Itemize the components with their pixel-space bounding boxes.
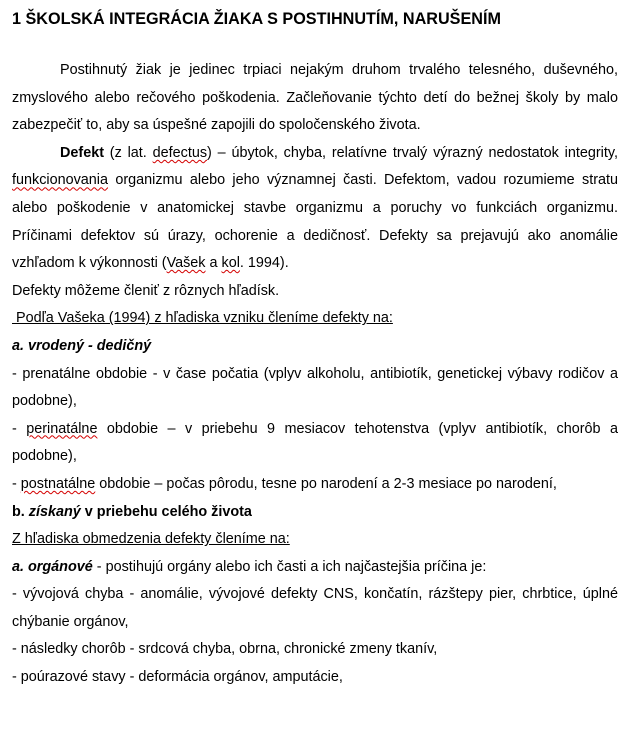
- text-run: a: [205, 255, 222, 272]
- organ-title: a. orgánové: [12, 558, 93, 575]
- category-a-title: a. vrodený - dedičný: [12, 337, 152, 354]
- organ-rest: - postihujú orgány alebo ich časti a ich najčastejšia príčina je:: [92, 558, 487, 575]
- document-body: [12, 57, 618, 692]
- category-b-title: [12, 499, 618, 527]
- text-run: -: [12, 420, 27, 437]
- text-run: obdobie – v priebehu 9 mesiacov tehotenstva (vplyv antibiotík, chorôb a podobne),: [12, 420, 618, 465]
- list-item-postnatal: [12, 471, 618, 499]
- intro-paragraph: Postihnutý žiak je jedinec trpiaci nejakým druhom trvalého telesného, duševného, zmyslového alebo rečového poškodenia. Začleňovanie týchto detí do bežnej školy by malo zabezpečiť to, aby sa úspešné zapojili do spoločenského života.: [12, 62, 618, 134]
- category-b-italic: získaný: [28, 503, 81, 520]
- misspelled-word: funkcionovania: [12, 172, 109, 189]
- misspelled-word: postnatálne: [20, 475, 96, 492]
- classification-intro: Defekty môžeme členiť z rôznych hľadísk.: [12, 282, 280, 299]
- list-item: - vývojová chyba - anomálie, vývojové defekty CNS, končatín, rázštepy pier, chrbtice, úplné chýbanie orgánov,: [12, 586, 618, 630]
- citation-author: Vašek: [166, 255, 206, 272]
- list-item: - poúrazové stavy - deformácia orgánov, amputácie,: [12, 669, 343, 686]
- text-run: -: [12, 475, 21, 492]
- citation-kol: kol: [221, 255, 240, 272]
- category-b-rest: v priebehu celého života: [80, 503, 252, 520]
- origin-subheading-text: Podľa Vašeka (1994) z hľadiska vzniku členíme defekty na:: [12, 310, 393, 327]
- latin-term: defectus: [152, 144, 208, 161]
- text-run: obdobie – počas pôrodu, tesne po narodení a 2-3 mesiace po narodení,: [95, 475, 557, 492]
- page-title: 1 ŠKOLSKÁ INTEGRÁCIA ŽIAKA S POSTIHNUTÍM, NARUŠENÍM: [12, 10, 501, 28]
- list-item-prenatal: - prenatálne obdobie - v čase počatia (vplyv alkoholu, antibiotík, genetickej výbavy rodičov a podobne),: [12, 365, 618, 410]
- text-run: . 1994).: [239, 255, 289, 272]
- defect-paragraph: [12, 140, 618, 278]
- category-b-label: b.: [12, 503, 29, 520]
- misspelled-word: perinatálne: [26, 420, 98, 437]
- defect-term: Defekt: [60, 144, 104, 161]
- text-run: organizmu alebo jeho významnej časti. Defektom, vadou rozumieme stratu alebo poškodenie v anatomickej stavbe organizmu a poruchy vo funkciách organizmu. Príčinami defektov sú úrazy, ochorenie a dedičnosť. Defekty sa prejavujú ako anomálie vzhľadom k výkonnosti (: [12, 172, 618, 272]
- limitation-subheading: [12, 526, 618, 554]
- list-item: - následky chorôb - srdcová chyba, obrna, chronické zmeny tkanív,: [12, 641, 438, 658]
- organ-category: [12, 554, 618, 582]
- text-run: (z lat.: [104, 144, 153, 161]
- origin-subheading: [12, 305, 618, 333]
- text-run: ) – úbytok, chyba, relatívne trvalý výrazný nedostatok integrity,: [207, 144, 618, 161]
- limitation-subheading-text: Z hľadiska obmedzenia defekty členíme na:: [12, 531, 290, 548]
- list-item-perinatal: [12, 416, 618, 471]
